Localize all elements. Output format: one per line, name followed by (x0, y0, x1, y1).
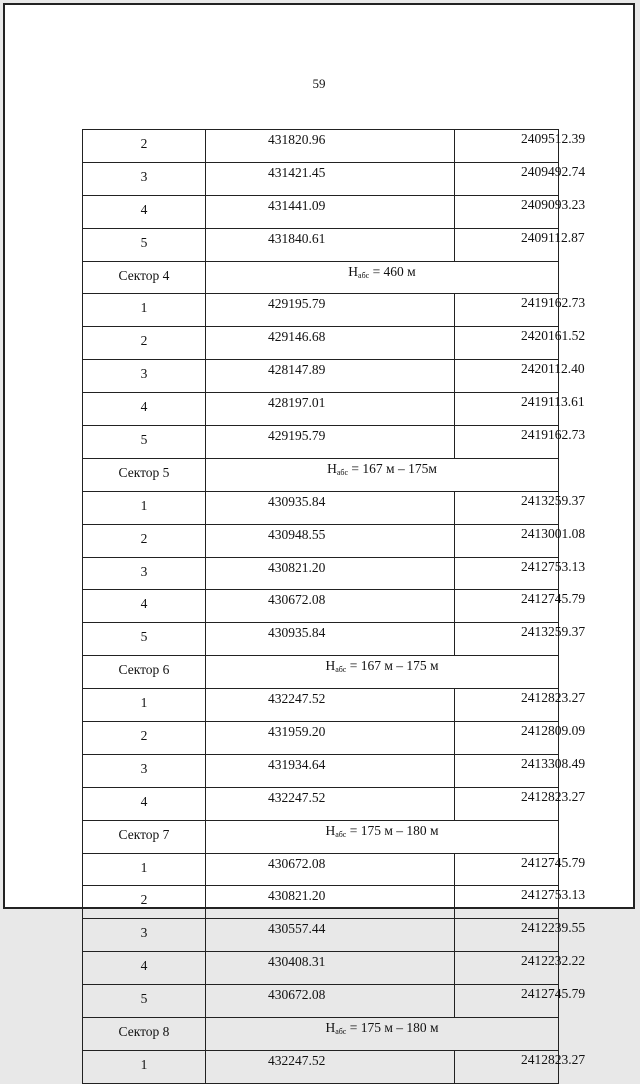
coordinates-table (82, 129, 586, 1084)
y-coordinate-cell: 2412753.13 (455, 886, 559, 919)
point-number-cell: 4 (83, 590, 206, 623)
x-coordinate-cell: 430948.55 (206, 524, 455, 557)
height-subscript: абс (336, 467, 349, 477)
x-coordinate-cell: 430935.84 (206, 491, 455, 524)
x-coordinate-cell: 429195.79 (206, 294, 455, 327)
y-coordinate-cell: 2409492.74 (455, 162, 559, 195)
table-row (83, 590, 559, 623)
sector-name-cell: Сектор 8 (83, 1018, 206, 1051)
height-value: = 175 м – 180 м (346, 1020, 439, 1036)
y-coordinate-cell: 2412823.27 (455, 689, 559, 722)
point-number-cell: 4 (83, 393, 206, 426)
y-coordinate-cell: 2413308.49 (455, 754, 559, 787)
y-coordinate-cell: 2412232.22 (455, 952, 559, 985)
x-coordinate-cell: 430672.08 (206, 985, 455, 1018)
page-number: 59 (312, 76, 326, 91)
point-number-cell: 3 (83, 754, 206, 787)
table-row (83, 524, 559, 557)
height-subscript: абс (358, 270, 370, 280)
sector-height-cell (206, 820, 559, 853)
table-row (83, 162, 559, 195)
y-coordinate-cell: 2420112.40 (455, 360, 559, 393)
point-number-cell: 1 (83, 491, 206, 524)
point-number-cell: 5 (83, 623, 206, 656)
table-row (83, 754, 559, 787)
sector-header-row (83, 261, 559, 294)
y-coordinate-cell: 2412745.79 (455, 985, 559, 1018)
y-coordinate-cell: 2419162.73 (455, 294, 559, 327)
point-number-cell: 1 (83, 294, 206, 327)
point-number-cell: 1 (83, 689, 206, 722)
table-row (83, 985, 559, 1018)
sector-height-cell (206, 261, 559, 294)
point-number-cell: 2 (83, 130, 206, 163)
height-symbol: H (325, 1020, 336, 1036)
height-symbol: H (327, 460, 337, 476)
height-subscript: абс (335, 829, 347, 839)
height-value: = 460 м (369, 263, 416, 279)
table-row (83, 853, 559, 886)
x-coordinate-cell: 428147.89 (206, 360, 455, 393)
height-symbol: H (325, 822, 336, 838)
table-row (83, 557, 559, 590)
point-number-cell: 5 (83, 228, 206, 261)
y-coordinate-cell: 2412809.09 (455, 722, 559, 755)
x-coordinate-cell: 430935.84 (206, 623, 455, 656)
y-coordinate-cell: 2420161.52 (455, 327, 559, 360)
x-coordinate-cell: 432247.52 (206, 787, 455, 820)
x-coordinate-cell: 431959.20 (206, 722, 455, 755)
point-number-cell: 3 (83, 360, 206, 393)
table-row (83, 787, 559, 820)
y-coordinate-cell: 2412753.13 (455, 557, 559, 590)
table-row (83, 952, 559, 985)
height-subscript: абс (335, 1027, 347, 1037)
point-number-cell: 1 (83, 1050, 206, 1083)
x-coordinate-cell: 430821.20 (206, 557, 455, 590)
sector-name-cell: Сектор 6 (83, 656, 206, 689)
height-subscript: абс (335, 665, 347, 675)
table-row (83, 919, 559, 952)
sector-name-cell: Сектор 4 (83, 261, 206, 294)
y-coordinate-cell: 2419113.61 (455, 393, 559, 426)
point-number-cell: 3 (83, 919, 206, 952)
point-number-cell: 2 (83, 886, 206, 919)
x-coordinate-cell: 429195.79 (206, 426, 455, 459)
x-coordinate-cell: 428197.01 (206, 393, 455, 426)
height-value: = 167 м – 175м (348, 460, 437, 476)
coordinates-table-body (83, 130, 586, 1084)
table-row (83, 623, 559, 656)
y-coordinate-cell: 2419162.73 (455, 426, 559, 459)
table-row (83, 722, 559, 755)
document-page (3, 3, 635, 1072)
table-row (83, 360, 559, 393)
table-row (83, 393, 559, 426)
height-value: = 175 м – 180 м (346, 822, 439, 838)
x-coordinate-cell: 431934.64 (206, 754, 455, 787)
x-coordinate-cell: 432247.52 (206, 689, 455, 722)
sector-height-cell (206, 458, 559, 491)
sector-header-row (83, 820, 559, 853)
point-number-cell: 2 (83, 327, 206, 360)
point-number-cell: 3 (83, 162, 206, 195)
y-coordinate-cell: 2409512.39 (455, 130, 559, 163)
point-number-cell: 1 (83, 853, 206, 886)
x-coordinate-cell: 430672.08 (206, 590, 455, 623)
x-coordinate-cell: 431820.96 (206, 130, 455, 163)
point-number-cell: 5 (83, 426, 206, 459)
height-symbol: H (325, 658, 336, 674)
height-symbol: H (348, 263, 359, 279)
sector-name-cell: Сектор 7 (83, 820, 206, 853)
table-row (83, 130, 559, 163)
table-row (83, 689, 559, 722)
y-coordinate-cell: 2413001.08 (455, 524, 559, 557)
sector-height-cell (206, 1018, 559, 1051)
x-coordinate-cell: 432247.52 (206, 1050, 455, 1083)
table-row (83, 327, 559, 360)
table-row (83, 1050, 559, 1083)
x-coordinate-cell: 431421.45 (206, 162, 455, 195)
sector-name-cell: Сектор 5 (83, 458, 206, 491)
y-coordinate-cell: 2413259.37 (455, 623, 559, 656)
point-number-cell: 2 (83, 524, 206, 557)
y-coordinate-cell: 2409112.87 (455, 228, 559, 261)
y-coordinate-cell: 2409093.23 (455, 195, 559, 228)
sector-height-cell (206, 656, 559, 689)
table-row (83, 228, 559, 261)
point-number-cell: 3 (83, 557, 206, 590)
sector-header-row (83, 458, 559, 491)
x-coordinate-cell: 430672.08 (206, 853, 455, 886)
point-number-cell: 4 (83, 195, 206, 228)
point-number-cell: 4 (83, 952, 206, 985)
y-coordinate-cell: 2412823.27 (455, 1050, 559, 1083)
sector-header-row (83, 656, 559, 689)
y-coordinate-cell: 2412745.79 (455, 853, 559, 886)
y-coordinate-cell: 2413259.37 (455, 491, 559, 524)
x-coordinate-cell: 431840.61 (206, 228, 455, 261)
y-coordinate-cell: 2412239.55 (455, 919, 559, 952)
x-coordinate-cell: 429146.68 (206, 327, 455, 360)
point-number-cell: 4 (83, 787, 206, 820)
height-value: = 167 м – 175 м (346, 658, 439, 674)
table-row (83, 426, 559, 459)
point-number-cell: 2 (83, 722, 206, 755)
x-coordinate-cell: 430557.44 (206, 919, 455, 952)
x-coordinate-cell: 431441.09 (206, 195, 455, 228)
point-number-cell: 5 (83, 985, 206, 1018)
y-coordinate-cell: 2412823.27 (455, 787, 559, 820)
table-row (83, 294, 559, 327)
table-row (83, 491, 559, 524)
sector-header-row (83, 1018, 559, 1051)
x-coordinate-cell: 430408.31 (206, 952, 455, 985)
x-coordinate-cell: 430821.20 (206, 886, 455, 919)
y-coordinate-cell: 2412745.79 (455, 590, 559, 623)
table-row (83, 195, 559, 228)
